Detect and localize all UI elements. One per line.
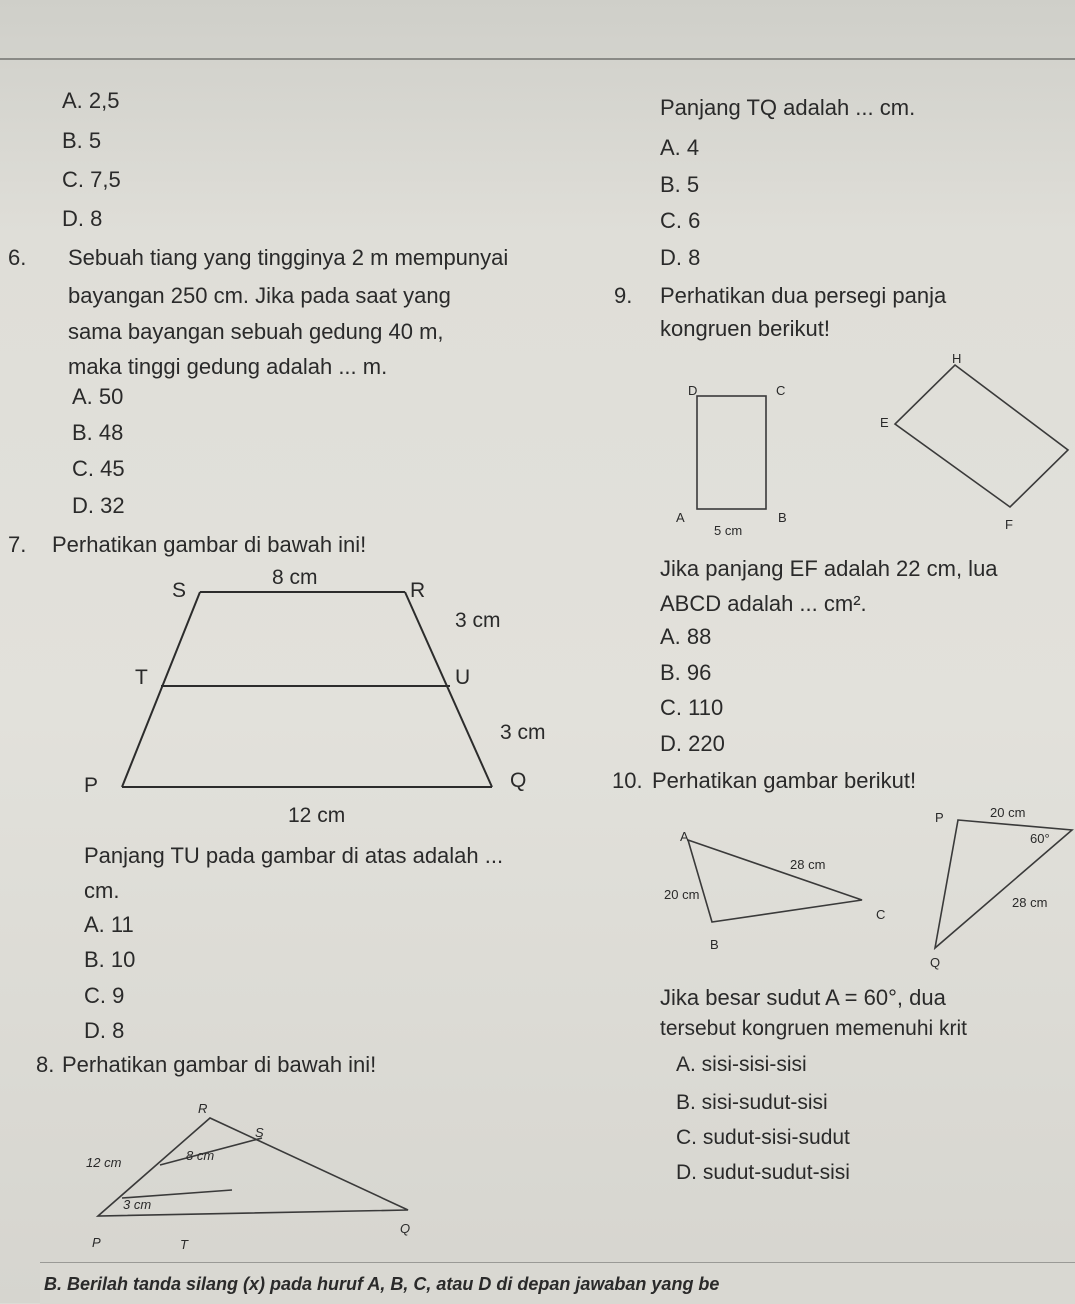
q7-question-line-1: Panjang TU pada gambar di atas adalah ... bbox=[84, 843, 504, 868]
q9-label-b: B bbox=[778, 510, 787, 525]
q9-question-line-1: Jika panjang EF adalah 22 cm, lua bbox=[660, 556, 998, 581]
q8-label-q: Q bbox=[400, 1221, 411, 1236]
q5-prompt: Panjang TQ adalah ... cm. bbox=[660, 95, 916, 120]
q5r-option-b: B. 5 bbox=[660, 172, 700, 197]
q5-option-c: C. 7,5 bbox=[62, 167, 121, 192]
q6-line-2: bayangan 250 cm. Jika pada saat yang bbox=[68, 283, 451, 308]
q7-label-u: U bbox=[455, 666, 471, 689]
q9-label-base: 5 cm bbox=[714, 523, 743, 538]
q8-label-t: T bbox=[180, 1237, 188, 1252]
q10-label-angle: 60° bbox=[1030, 831, 1050, 846]
q8-label-3cm: 3 cm bbox=[123, 1197, 152, 1212]
q6-option-a: A. 50 bbox=[72, 384, 124, 409]
q6-number: 6. bbox=[8, 245, 27, 270]
q5r-option-a: A. 4 bbox=[660, 135, 700, 160]
q10-option-d: D. sudut-sudut-sisi bbox=[676, 1161, 850, 1184]
q7-title: Perhatikan gambar di bawah ini! bbox=[52, 532, 367, 557]
q10-title: Perhatikan gambar berikut! bbox=[652, 768, 917, 793]
q10-triangle-abc bbox=[688, 840, 862, 922]
q9-number: 9. bbox=[614, 283, 633, 308]
q7-question-line-2: cm. bbox=[84, 878, 120, 903]
q9-label-c: C bbox=[776, 383, 786, 398]
q7-trapezoid-figure bbox=[122, 592, 492, 787]
q7-option-b: B. 10 bbox=[84, 947, 136, 972]
q8-number: 8. bbox=[36, 1052, 55, 1077]
q6-line-1: Sebuah tiang yang tingginya 2 m mempunyai bbox=[68, 245, 509, 270]
q10-label-ab: 20 cm bbox=[664, 887, 700, 902]
q10-option-c: C. sudut-sisi-sudut bbox=[676, 1126, 850, 1149]
q7-label-q: Q bbox=[510, 769, 527, 792]
q8-label-12cm: 12 cm bbox=[86, 1155, 122, 1170]
q9-label-f: F bbox=[1005, 517, 1013, 532]
q9-option-b: B. 96 bbox=[660, 660, 712, 685]
q7-label-t: T bbox=[135, 666, 148, 689]
q5r-option-c: C. 6 bbox=[660, 208, 701, 233]
q6-option-d: D. 32 bbox=[72, 493, 125, 518]
q10-question-line-1: Jika besar sudut A = 60°, dua bbox=[660, 985, 946, 1010]
q10-label-q: Q bbox=[930, 955, 941, 970]
q10-question-line-2: tersebut kongruen memenuhi krit bbox=[660, 1017, 967, 1040]
q7-number: 7. bbox=[8, 532, 27, 557]
q10-label-pr: 20 cm bbox=[990, 805, 1026, 820]
q8-label-r: R bbox=[198, 1101, 208, 1116]
q9-option-a: A. 88 bbox=[660, 624, 712, 649]
q6-line-4: maka tinggi gedung adalah ... m. bbox=[68, 354, 388, 379]
q10-label-p: P bbox=[935, 810, 944, 825]
section-b-instruction: B. Berilah tanda silang (x) pada huruf A, B, C, atau D di depan jawaban yang be bbox=[44, 1274, 720, 1294]
q9-rectangle-abcd bbox=[697, 396, 766, 509]
q7-option-c: C. 9 bbox=[84, 983, 125, 1008]
q5-option-b: B. 5 bbox=[62, 128, 102, 153]
q7-label-side-top: 3 cm bbox=[455, 609, 501, 632]
q10-number: 10. bbox=[612, 768, 643, 793]
q5-option-d: D. 8 bbox=[62, 206, 103, 231]
q9-label-h: H bbox=[952, 351, 962, 366]
q5-option-a: A. 2,5 bbox=[62, 88, 120, 113]
q9-line-2: kongruen berikut! bbox=[660, 316, 830, 341]
q10-label-ac: 28 cm bbox=[790, 857, 826, 872]
q9-label-d: D bbox=[688, 383, 698, 398]
q7-label-side-bottom: 3 cm bbox=[500, 721, 546, 744]
q7-option-d: D. 8 bbox=[84, 1018, 125, 1043]
q7-label-p: P bbox=[84, 774, 99, 797]
q9-rectangle-hef bbox=[895, 365, 1068, 507]
q5r-option-d: D. 8 bbox=[660, 245, 701, 270]
q8-label-8cm: 8 cm bbox=[186, 1148, 215, 1163]
q7-label-bottom: 12 cm bbox=[288, 804, 346, 827]
q9-line-1: Perhatikan dua persegi panja bbox=[660, 283, 947, 308]
q9-label-e: E bbox=[880, 415, 889, 430]
q7-option-a: A. 11 bbox=[84, 912, 134, 937]
q10-option-b: B. sisi-sudut-sisi bbox=[676, 1091, 828, 1114]
q6-option-b: B. 48 bbox=[72, 420, 124, 445]
q6-line-3: sama bayangan sebuah gedung 40 m, bbox=[68, 319, 444, 344]
q8-title: Perhatikan gambar di bawah ini! bbox=[62, 1052, 377, 1077]
q9-label-a: A bbox=[676, 510, 685, 525]
q9-option-d: D. 220 bbox=[660, 731, 725, 756]
q7-label-s: S bbox=[172, 579, 187, 602]
q7-label-top: 8 cm bbox=[272, 566, 318, 589]
q9-option-c: C. 110 bbox=[660, 695, 724, 720]
q9-question-line-2: ABCD adalah ... cm². bbox=[660, 591, 867, 616]
q10-triangle-pqr bbox=[935, 820, 1072, 948]
q7-label-r: R bbox=[410, 579, 426, 602]
q6-option-c: C. 45 bbox=[72, 456, 125, 481]
q10-label-c: C bbox=[876, 907, 886, 922]
q8-label-s: S bbox=[255, 1125, 264, 1140]
section-b-bar bbox=[40, 1262, 1075, 1304]
q10-label-b: B bbox=[710, 937, 719, 952]
q10-label-qr: 28 cm bbox=[1012, 895, 1048, 910]
q8-label-p: P bbox=[92, 1235, 101, 1250]
q10-label-a: A bbox=[680, 829, 689, 844]
q10-option-a: A. sisi-sisi-sisi bbox=[676, 1053, 807, 1076]
